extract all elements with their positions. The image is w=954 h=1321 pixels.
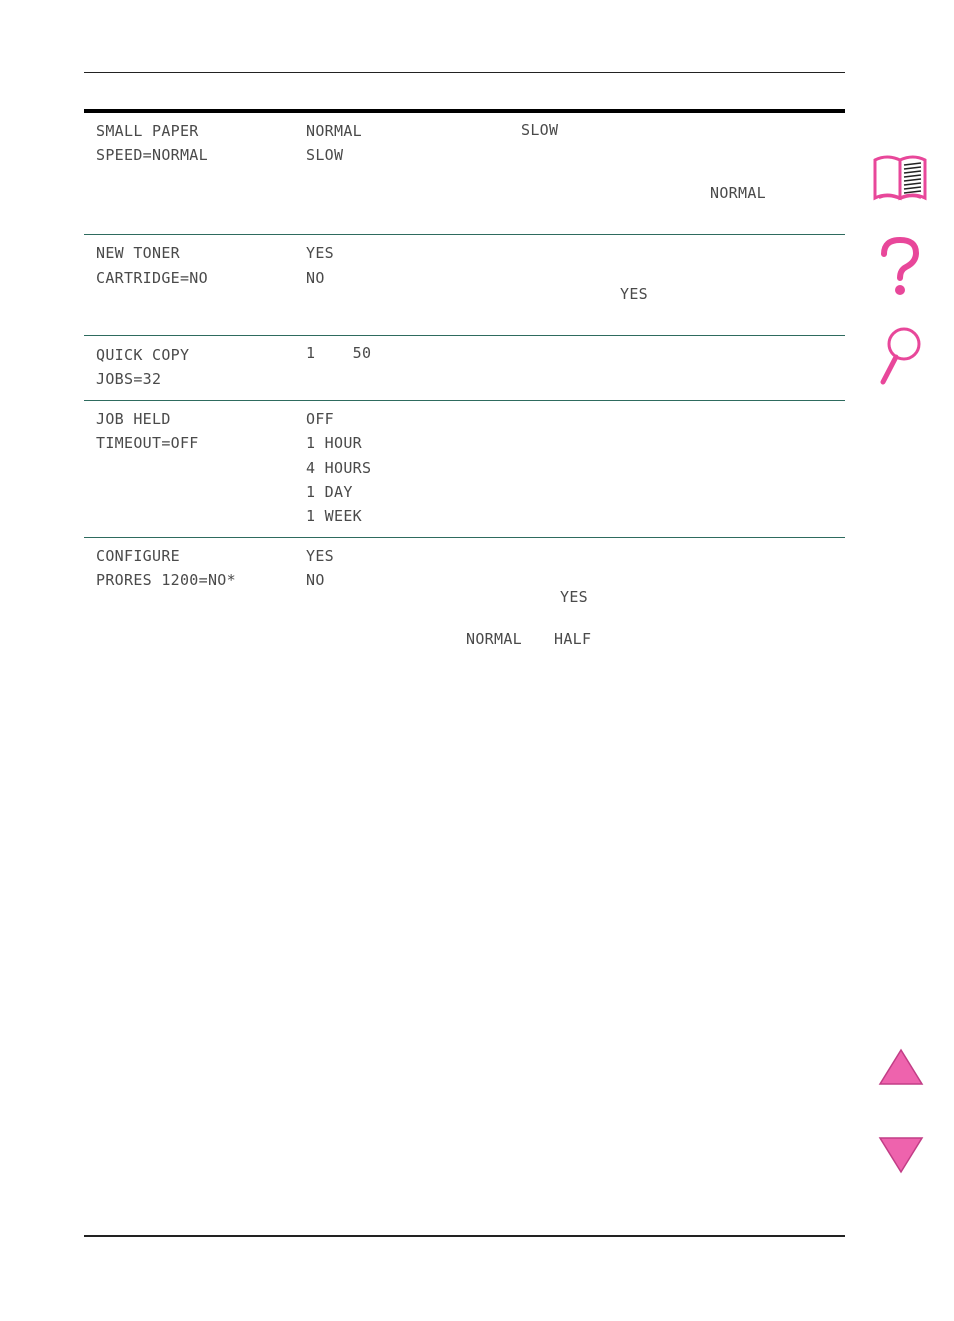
setting-value: NORMAL xyxy=(306,122,362,140)
row-separator xyxy=(84,537,845,538)
note-value: NORMAL xyxy=(466,630,522,648)
setting-name: SPEED=NORMAL xyxy=(96,146,208,164)
note-value: SLOW xyxy=(521,121,559,139)
setting-value: YES xyxy=(306,244,334,262)
search-icon[interactable] xyxy=(876,324,926,386)
row-separator xyxy=(84,234,845,235)
setting-value: 1 50 xyxy=(306,344,372,362)
setting-name: CONFIGURE xyxy=(96,547,180,565)
setting-value: OFF xyxy=(306,410,334,428)
footer-rule xyxy=(84,1235,845,1237)
page-down-icon[interactable] xyxy=(878,1136,924,1174)
setting-value: 1 WEEK xyxy=(306,507,362,525)
help-icon[interactable] xyxy=(876,236,924,298)
setting-name: JOBS=32 xyxy=(96,370,162,388)
book-icon[interactable] xyxy=(870,152,930,202)
setting-value: SLOW xyxy=(306,146,344,164)
setting-name: CARTRIDGE=NO xyxy=(96,269,208,287)
setting-value: 1 DAY xyxy=(306,483,353,501)
setting-value: YES xyxy=(306,547,334,565)
setting-name: QUICK COPY xyxy=(96,346,190,364)
note-value: YES xyxy=(620,285,648,303)
header-rule xyxy=(84,72,845,73)
note-value: HALF xyxy=(554,630,592,648)
row-separator xyxy=(84,335,845,336)
row-separator xyxy=(84,400,845,401)
setting-name: PRORES 1200=NO* xyxy=(96,571,236,589)
table-top-rule xyxy=(84,109,845,113)
setting-value: NO xyxy=(306,571,325,589)
setting-name: TIMEOUT=OFF xyxy=(96,434,199,452)
setting-name: SMALL PAPER xyxy=(96,122,199,140)
setting-name: JOB HELD xyxy=(96,410,171,428)
page-up-icon[interactable] xyxy=(878,1048,924,1086)
setting-name: NEW TONER xyxy=(96,244,180,262)
setting-value: NO xyxy=(306,269,325,287)
setting-value: 1 HOUR xyxy=(306,434,362,452)
note-value: YES xyxy=(560,588,588,606)
note-value: NORMAL xyxy=(710,184,766,202)
setting-value: 4 HOURS xyxy=(306,459,372,477)
